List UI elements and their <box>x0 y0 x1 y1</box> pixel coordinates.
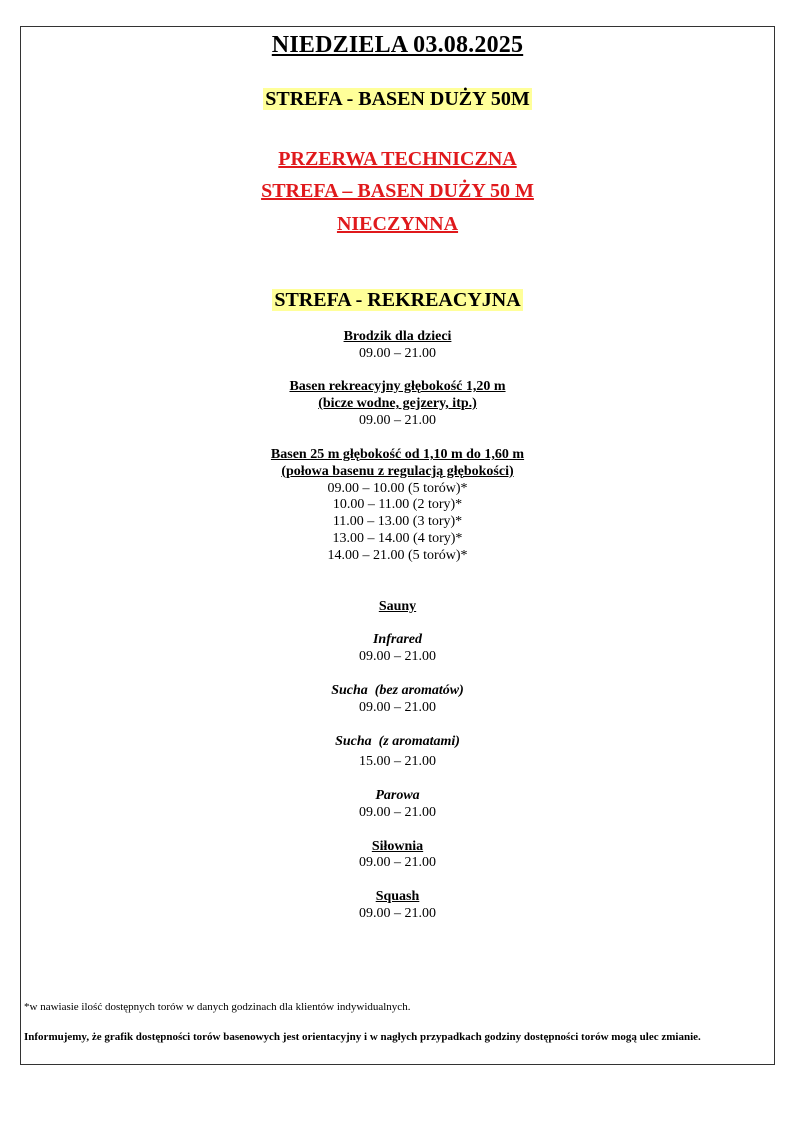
notice-line-3: NIECZYNNA <box>336 213 459 235</box>
sauna-infrared-hours: 09.00 – 21.00 <box>359 649 436 664</box>
recreation-zone-heading <box>0 289 795 312</box>
page-title: NIEDZIELA 03.08.2025 <box>271 32 524 58</box>
rec-pool-hours: 09.00 – 21.00 <box>359 413 436 428</box>
pool-zone-heading-text: STREFA - BASEN DUŻY 50M <box>265 88 530 110</box>
gym-hours: 09.00 – 21.00 <box>359 855 436 870</box>
sauna-dry-name: Sucha (bez aromatów) <box>331 683 464 698</box>
gym-name: Siłownia <box>371 839 424 854</box>
rec-pool-note: (bicze wodne, gejzery, itp.) <box>318 396 477 411</box>
pool25-slot: 10.00 – 11.00 (2 tory)* <box>332 497 463 512</box>
pool-zone-heading <box>0 88 795 111</box>
squash-name: Squash <box>375 889 420 904</box>
kids-pool-name: Brodzik dla dzieci <box>343 329 452 344</box>
sauna-steam-name: Parowa <box>375 788 420 803</box>
sauna-steam-hours: 09.00 – 21.00 <box>359 805 436 820</box>
pool25-slot: 13.00 – 14.00 (4 tory)* <box>332 531 463 546</box>
recreation-zone-heading-text: STREFA - REKREACYJNA <box>274 289 521 311</box>
sauna-dry-aroma-hours: 15.00 – 21.00 <box>359 754 436 769</box>
sauna-dry-aroma-name: Sucha (z aromatami) <box>335 734 460 749</box>
pool25-slot: 14.00 – 21.00 (5 torów)* <box>327 548 468 563</box>
pool25-slot: 11.00 – 13.00 (3 tory)* <box>332 514 463 529</box>
squash-hours: 09.00 – 21.00 <box>359 906 436 921</box>
notice-line-1: PRZERWA TECHNICZNA <box>278 148 517 170</box>
info-footnote: Informujemy, że grafik dostępności torów basenowych jest orientacyjny i w nagłych przypadkach godziny dostępności torów mogą ulec zmianie. <box>24 1031 701 1043</box>
kids-pool-hours: 09.00 – 21.00 <box>359 346 436 361</box>
pool25-slot: 09.00 – 10.00 (5 torów)* <box>327 481 468 496</box>
pool25-name: Basen 25 m głębokość od 1,10 m do 1,60 m <box>270 447 525 462</box>
lanes-footnote: *w nawiasie ilość dostępnych torów w danych godzinach dla klientów indywidualnych. <box>24 1001 411 1013</box>
rec-pool-name: Basen rekreacyjny głębokość 1,20 m <box>289 379 506 394</box>
pool25-note: (połowa basenu z regulacją głębokości) <box>281 464 514 479</box>
sauna-dry-hours: 09.00 – 21.00 <box>359 700 436 715</box>
saunas-heading: Sauny <box>378 599 417 614</box>
notice-line-2: STREFA – BASEN DUŻY 50 M <box>261 180 534 202</box>
sauna-infrared-name: Infrared <box>372 632 422 647</box>
